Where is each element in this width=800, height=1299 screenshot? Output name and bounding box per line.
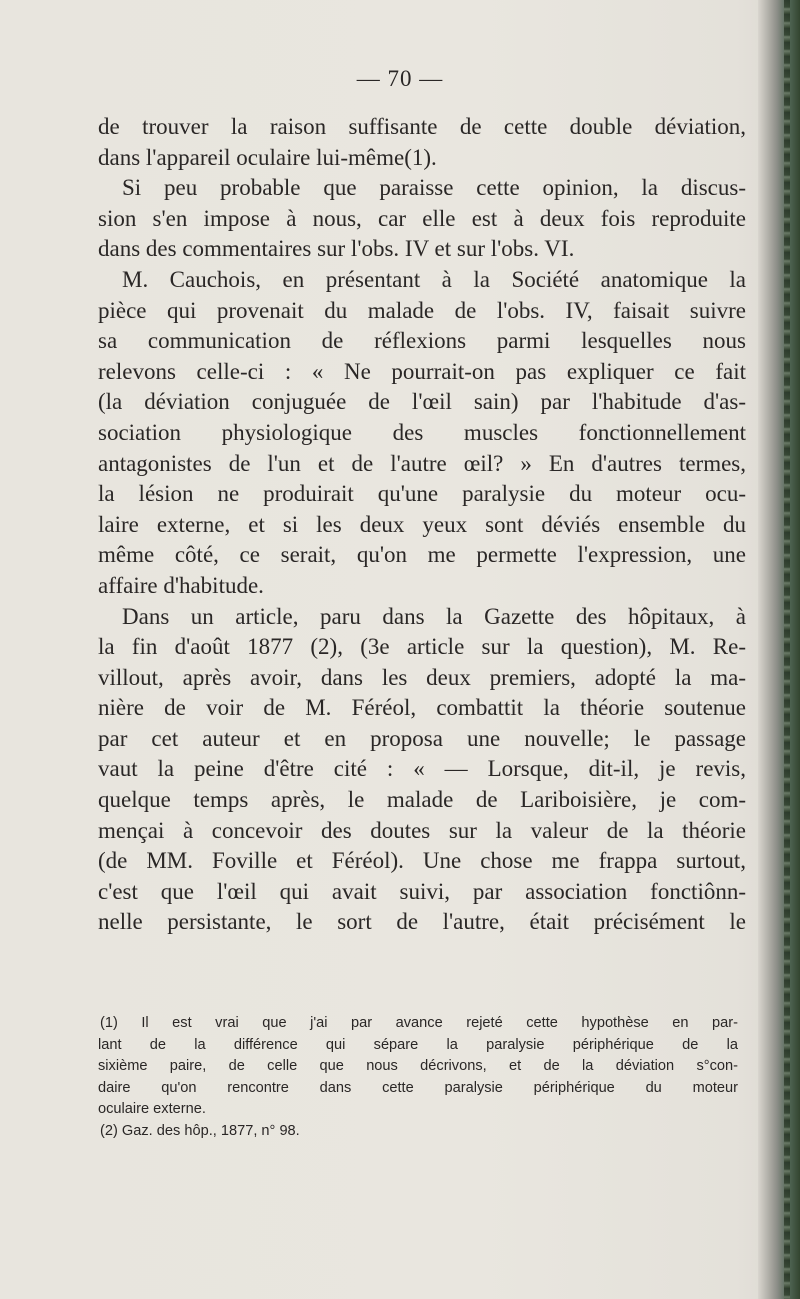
body-line: Si peu probable que paraisse cette opinion, la discus-	[122, 175, 746, 201]
body-line: Dans un article, paru dans la Gazette des hôpitaux, à	[122, 603, 746, 629]
footnote-line: lant de la différence qui sépare la paralysie périphérique de la	[98, 1036, 738, 1053]
body-line: de trouver la raison suffisante de cette double déviation,	[98, 114, 746, 139]
body-line: (de MM. Foville et Féréol). Une chose me frappa surtout,	[98, 848, 746, 874]
body-line: (la déviation conjuguée de l'œil sain) par l'habitude d'as-	[98, 389, 746, 415]
body-line: c'est que l'œil qui avait suivi, par association fonctiônn-	[98, 878, 746, 904]
body-line: nière de voir de M. Féréol, combattit la théorie soutenue	[98, 695, 746, 721]
body-line: dans des commentaires sur l'obs. IV et sur l'obs. VI.	[98, 236, 575, 262]
binding-edge	[784, 0, 790, 1299]
footnote-line: daire qu'on rencontre dans cette paralysie périphérique du moteur	[98, 1079, 738, 1096]
body-line: la lésion ne produirait qu'une paralysie du moteur ocu-	[98, 481, 746, 507]
body-line: villout, après avoir, dans les deux premiers, adopté la ma-	[98, 664, 746, 690]
body-line: mençai à concevoir des doutes sur la valeur de la théorie	[98, 817, 746, 843]
body-line: la fin d'août 1877 (2), (3e article sur la question), M. Re-	[98, 634, 746, 660]
body-line: sa communication de réflexions parmi lesquelles nous	[98, 328, 746, 354]
body-line: relevons celle-ci : « Ne pourrait-on pas expliquer ce fait	[98, 358, 746, 384]
page-number: — 70 —	[356, 66, 444, 91]
body-line: par cet auteur et en proposa une nouvelle; le passage	[98, 725, 746, 751]
body-line: antagonistes de l'un et de l'autre œil? » En d'autres termes,	[98, 450, 746, 476]
footnote-line: (1) Il est vrai que j'ai par avance rejeté cette hypothèse en par-	[100, 1015, 738, 1031]
body-line: même côté, ce serait, qu'on me permette l'expression, une	[98, 542, 746, 568]
body-line: dans l'appareil oculaire lui-même(1).	[98, 144, 437, 170]
footnote-line: (2) Gaz. des hôp., 1877, n° 98.	[100, 1122, 300, 1139]
body-line: quelque temps après, le malade de Lariboisière, je com-	[98, 787, 746, 813]
body-line: sociation physiologique des muscles fonctionnellement	[98, 419, 746, 445]
body-line: nelle persistante, le sort de l'autre, était précisément le	[98, 909, 746, 935]
body-line: laire externe, et si les deux yeux sont déviés ensemble du	[98, 511, 746, 537]
body-line: M. Cauchois, en présentant à la Société anatomique la	[122, 266, 746, 292]
body-line: vaut la peine d'être cité : « — Lorsque, dit-il, je revis,	[98, 756, 746, 782]
body-line: pièce qui provenait du malade de l'obs. IV, faisait suivre	[98, 297, 746, 323]
footnote-line: sixième paire, de celle que nous décrivons, et de la déviation s°con-	[98, 1058, 738, 1075]
body-text	[98, 112, 746, 938]
footnotes	[98, 1013, 738, 1143]
footnote-line: oculaire externe.	[98, 1101, 206, 1118]
body-line: sion s'en impose à nous, car elle est à deux fois reproduite	[98, 205, 746, 231]
body-line: affaire d'habitude.	[98, 572, 264, 598]
page-edge-shadow	[758, 0, 800, 1299]
